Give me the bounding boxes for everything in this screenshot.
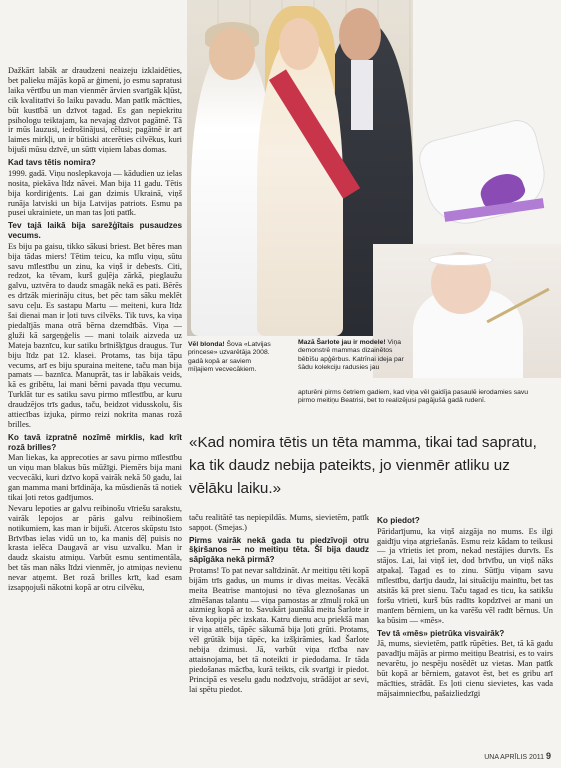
- question: Pirms vairāk nekā gada tu piedzīvoji otru šķiršanos — no meitiņu tēta. Šī bija daudz sāpīgāka nekā pirmā?: [189, 535, 369, 565]
- question: Kad tavs tētis nomira?: [8, 158, 96, 168]
- magazine-issue: UNA APRĪLIS 2011: [484, 754, 545, 761]
- question: Tev tajā laikā bija sarežģītais pusaudzes vecums.: [8, 221, 182, 241]
- paragraph: Es biju pa gaisu, tikko sākusi briest. Bet bēres man bija tādas miers! Tētim teicu, ka mīlu viņu, sūtu savu mīlestību un zinu, ka viņš ir debesīs. Citi, redzot, ka tēvam, kurš guļēja zārkā, pieglaužu galvu, uztvēra to daudz smagāk nekā es pati. Bērēs es drīzāk mierināju citus, bet pēc tam sāku meklēt savu ceļu. Es sastapu Martu — meiteni, kura līdz šai dienai man ir ļoti tuvs cilvēks. Tik tuvs, ka viņa piedalījās mana otrā bērna dzemdībās. Viņa — gluži kā sargeņģelis — mani tolaik aizveda uz Mateja baznīcu, kur satiku brīnišķīgus draugus. Tur biju līdz pat 12. klasei. Protams, tas bija tāpu vecums, arī es biju spuraina meitene, taču man bija pamats — baznīca. Manuprāt, tas ir labākais veids, kā es gribētu, lai mani bērni pavada tīņu vecumu. Turklāt tur es satiku savu pirmo mīlestību, ar kuru draudzējos trīs gadus, taču, beidzot vidusskolu, šis attiecības izjuka, pirmo reizi nokrita manas rozā brilles.: [8, 241, 182, 430]
- photo-caption-continued: apturēni pirms četriem gadiem, kad viņa vēl gaidīja pasaulē ierodamies savu pirmo meitiņu Beatrisi, bet to realizējusi pagājušā gadā rudenī.: [298, 389, 529, 405]
- paragraph: Man liekas, ka apprecoties ar savu pirmo mīlestību un viņu man blakus būs mūžīgi. Piemērs bija mani vecvecāki, kuri dzīvo kopā vairāk nekā 50 gadu, lai gan mamma mani brīdināja, ka mūsdienās tā notiek tikai ļoti retos gadījumos.: [8, 453, 182, 502]
- paragraph: Protams! To pat nevar salīdzināt. Ar meitiņu tēti kopā bijām trīs gadus, un mums ir divas meitas. Vecākā meita Beatrise mantojusi no tēva gleznošanas un zīmēšanas talantu — viņa pamostas ar zīmuli rokā un aizmieg kopā ar to. Savukārt jaunākā meita Šarlote ir tēva kopija pēc izskata. Katru dienu acu priekšā man ir viņa attēls, tāpēc sākumā bija ļoti grūti. Protams, vēl grūtāk bija tāpēc, ka izšķirāmies, kad Šarlote nebija dzimusi. Jā, varbūt viņa rīcība nav attaisnojama, bet tā noteikti ir piedodama. Ir tāda piedošanas mācība, kurā teikts, cik svarīgi ir piedot. Principā es veselu gadu nodzīvoju, strādājot ar sevi, lai spētu piedot.: [189, 565, 369, 694]
- page-footer: [484, 751, 551, 761]
- question: Ko tavā izpratnē nozīmē mirklis, kad krīt rozā brilles?: [8, 432, 182, 452]
- right-text-column: [377, 513, 553, 753]
- left-text-column: [8, 66, 182, 766]
- baby-dress-photo: [414, 105, 561, 245]
- paragraph: taču realitātē tas nepiepildās. Mums, sievietēm, patīk sapņot. (Smejas.): [189, 513, 369, 532]
- paragraph: 1999. gadā. Viņu noslepkavoja — kādudien uz ielas nosita, piekāva līdz nāvei. Man bija 11 gadu. Tētis bija kordiriģents. Lai gan dzimis Ukrainā, viņš runāja latviski un bija Latvijas patriots. Esmu pa pusei ukrainiete, un man tas ļoti patīk.: [8, 168, 182, 218]
- middle-text-column: [189, 513, 369, 753]
- paragraph: Dažkārt labāk ar draudzeni neaizeju izklaidēties, bet palieku mājās kopā ar ģimeni, jo esmu sapratusi laika vērtību un man vienmēr ārvien svarīgāk kļūst, cik kvalitatīvi šo laiku pavadu. Man patīk mācīties, būt kustībā un dzīvot tagad. Es gan nepiekritu psihologu teiktajam, ka nevajag dzīvot pagātnē. Tā ir mūs lauzusi, iedrošinājusi, cēlusi; pagātnē ir arī laimes mirkļi, un ir būtiski atcerēties cilvēkus, kuri bijuši mūsu dzīvē, un sūtīt viņiem labas domas.: [8, 66, 182, 155]
- paragraph: Pāridarījumu, ka viņš aizgāja no mums. Es ilgi gaidīju viņa atgriešanās. Esmu reiz kādam to teikusi — ja vīrietis iet prom, nekad nestājies durvīs. Es stājos. Lai, lai viņš iet, dod brīvību, un viņš nāks atpakaļ. Tagad es to zinu. Sūtīju viņam savu mīlestību, darīju daudz, lai situāciju mainītu, bet tas atsitās kā pret sienu. Taču tagad es ticu, ka satikšu foršu vīrieti, kurš būs radīts kopdzīvei ar mani un manīem bērniem, un ka varēšu vēl radīt bērnus. Un ka būsim — «mēs».: [377, 526, 553, 625]
- question: Tev tā «mēs» pietrūka visvairāk?: [377, 628, 505, 638]
- page-number: 9: [545, 751, 551, 761]
- question: Ko piedot?: [377, 516, 420, 525]
- photo-caption-baby: Mazā Šarlote jau ir modele! Viņa demonstrē mammas dizainētos bēbīšu apģērbus. Katrīnai ideja par šādu kolekciju radusies jau: [298, 339, 404, 371]
- paragraph: Nevaru lepoties ar galvu reibinošu vīriešu sarakstu, vairāk lepojos ar pāris galvu reibinošiem notikumiem, kas man ir bijuši. Atceros skūpstu īsto Brīvības ielas vidū un to, ka manis dēļ puisis no krasta ielēca Daugavā ar visu uzvalku. Man ir daudz skaistu atmiņu. Varbūt esmu sentimentāla, bet tās man nāks līdzi vienmēr, jo atmiņas nevienu nevar atņemt. Bet rozā brilles krīt, kad esam izsapņojuši nākotni kopā ar otru cilvēku,: [8, 503, 182, 593]
- paragraph: Jā, mums, sievietēm, patīk rūpēties. Bet, tā kā gadu pavadīju mājās ar pirmo meitiņu Beatrisi, es to vairs nevarētu, jo nespēju nosēdēt uz vietas. Man patīk būt kopā ar bērniem, gatavot ēst, bet es gribu arī mācīties, strādāt. Es ļoti cienu sievietes, kas vada mājsaimniecību, pašaizliedzīgi: [377, 639, 553, 698]
- pull-quote: «Kad nomira tētis un tēta mamma, tikai tad sapratu, ka tik daudz nebija pateikts, jo vienmēr atliku uz vēlāku laiku.»: [189, 434, 537, 497]
- photo-caption-family: Vēl blonda! Šova «Latvijas princese» uzvarētāja 2008. gadā kopā ar saviem mīļajiem vecvecākiem.: [188, 341, 271, 373]
